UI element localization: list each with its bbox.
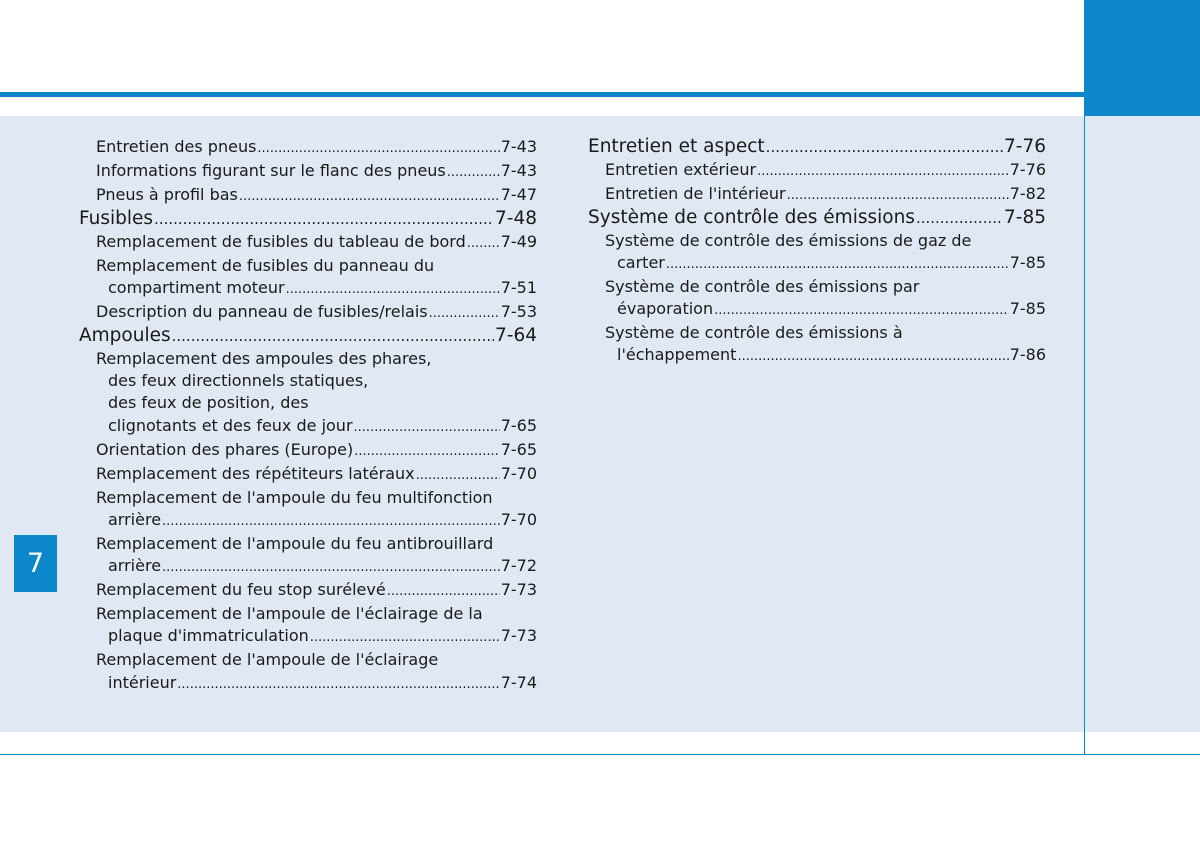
toc-entry-title: compartiment moteur	[108, 278, 285, 298]
toc-entry	[588, 344, 1046, 368]
dot-leader	[757, 161, 1009, 183]
dot-leader	[737, 346, 1008, 368]
toc-page-number: 7-74	[500, 672, 537, 692]
dot-leader	[354, 441, 500, 463]
toc-page-number: 7-49	[500, 232, 537, 252]
toc-entry	[79, 487, 537, 509]
toc-entry-title: carter	[617, 252, 665, 272]
corner-accent-block	[1084, 0, 1200, 116]
toc-entry-title: Remplacement de l'ampoule du feu multifonction	[96, 487, 493, 507]
dot-leader	[429, 303, 500, 325]
toc-page-number: 7-73	[500, 580, 537, 600]
side-margin-panel	[1085, 116, 1200, 732]
toc-entry	[79, 603, 537, 625]
toc-section-entry	[588, 207, 1046, 230]
toc-page-number: 7-47	[500, 185, 537, 205]
toc-page-number: 7-73	[500, 626, 537, 646]
toc-section-entry	[588, 136, 1046, 159]
toc-entry-title: arrière	[108, 509, 162, 529]
toc-left-column	[79, 136, 537, 696]
toc-section-entry	[79, 208, 537, 231]
toc-entry	[79, 415, 537, 439]
toc-page-number: 7-48	[495, 208, 537, 230]
toc-entry-title: intérieur	[108, 672, 177, 692]
toc-entry	[79, 231, 537, 255]
toc-entry	[79, 136, 537, 160]
margin-rule	[1084, 97, 1085, 755]
toc-entry-title: Remplacement de l'ampoule de l'éclairage de la	[96, 604, 483, 624]
dot-leader	[467, 233, 500, 255]
toc-entry-title: Système de contrôle des émissions par	[605, 276, 920, 296]
toc-entry-title: plaque d'immatriculation	[108, 626, 309, 646]
toc-entry	[588, 183, 1046, 207]
dot-leader	[714, 300, 1009, 322]
toc-page-number: 7-85	[1004, 206, 1046, 228]
dot-leader	[154, 208, 494, 231]
toc-page-number: 7-65	[500, 439, 537, 459]
toc-entry-title: Remplacement des répétiteurs latéraux	[96, 463, 415, 483]
toc-page-number: 7-76	[1004, 136, 1046, 157]
toc-entry	[79, 301, 537, 325]
header-rule	[0, 92, 1084, 97]
toc-section-entry	[79, 325, 537, 348]
toc-entry-title: Entretien de l'intérieur	[605, 183, 786, 203]
toc-entry	[79, 184, 537, 208]
toc-page-number: 7-64	[495, 325, 537, 347]
toc-page-number: 7-72	[500, 556, 537, 576]
toc-page-number: 7-51	[500, 278, 537, 298]
dot-leader	[447, 162, 500, 184]
toc-entry	[79, 533, 537, 555]
dot-leader	[766, 136, 1003, 159]
toc-entry-title: des feux de position, des	[108, 393, 309, 413]
toc-page-number: 7-70	[500, 509, 537, 529]
dot-leader	[354, 417, 500, 439]
toc-entry-title: Système de contrôle des émissions de gaz de	[605, 230, 972, 250]
toc-page-number: 7-85	[1009, 299, 1046, 319]
dot-leader	[239, 186, 500, 208]
toc-entry	[79, 555, 537, 579]
toc-entry	[79, 509, 537, 533]
toc-entry-title: Informations figurant sur le flanc des pneus	[96, 161, 446, 181]
toc-entry	[79, 649, 537, 671]
dot-leader	[162, 557, 500, 579]
toc-page-number: 7-65	[500, 415, 537, 435]
toc-entry-title: Système de contrôle des émissions à	[605, 323, 903, 343]
toc-entry	[79, 277, 537, 301]
toc-entry-title: Remplacement de fusibles du tableau de bord	[96, 232, 466, 252]
toc-entry-title: évaporation	[617, 299, 714, 319]
toc-entry-title: Remplacement du feu stop surélevé	[96, 580, 386, 600]
toc-entry-title: des feux directionnels statiques,	[108, 371, 369, 391]
toc-entry	[79, 625, 537, 649]
toc-entry-title: Remplacement de l'ampoule du feu antibrouillard	[96, 534, 494, 553]
toc-entry-title: Entretien des pneus	[96, 137, 257, 156]
toc-entry	[588, 159, 1046, 183]
chapter-tab: 7	[14, 535, 57, 592]
toc-entry-title: Entretien et aspect	[588, 136, 765, 157]
toc-entry-title: Remplacement de l'ampoule de l'éclairage	[96, 650, 439, 670]
toc-entry-title: Description du panneau de fusibles/relais	[96, 302, 428, 322]
toc-entry-title: l'échappement	[617, 345, 737, 365]
toc-entry-title: arrière	[108, 556, 162, 576]
toc-entry-title: Système de contrôle des émissions	[588, 206, 915, 228]
toc-entry-title: Ampoules	[79, 325, 171, 347]
toc-entry	[79, 255, 537, 277]
toc-page-number: 7-43	[500, 161, 537, 181]
toc-entry	[79, 439, 537, 463]
toc-page-number: 7-43	[500, 137, 537, 156]
toc-page-number: 7-53	[500, 302, 537, 322]
toc-entry	[79, 348, 537, 370]
toc-entry	[79, 370, 537, 392]
toc-page-number: 7-70	[500, 463, 537, 483]
dot-leader	[416, 465, 500, 487]
toc-entry-title: Remplacement des ampoules des phares,	[96, 349, 432, 369]
toc-entry	[79, 463, 537, 487]
toc-entry	[79, 579, 537, 603]
toc-entry-title: Pneus à profil bas	[96, 185, 238, 205]
dot-leader	[787, 185, 1009, 207]
dot-leader	[257, 138, 499, 160]
toc-entry	[588, 276, 1046, 298]
toc-entry-title: Remplacement de fusibles du panneau du	[96, 256, 435, 276]
dot-leader	[286, 279, 500, 301]
dot-leader	[162, 511, 500, 533]
dot-leader	[666, 254, 1009, 276]
toc-page-number: 7-86	[1009, 345, 1046, 365]
toc-entry-title: clignotants et des feux de jour	[108, 415, 353, 435]
toc-entry-title: Fusibles	[79, 208, 154, 230]
footer-rule	[0, 754, 1200, 755]
dot-leader	[916, 207, 1003, 230]
toc-page-number: 7-76	[1009, 159, 1046, 179]
toc-entry	[588, 298, 1046, 322]
dot-leader	[310, 627, 500, 649]
dot-leader	[387, 581, 500, 603]
toc-entry-title: Orientation des phares (Europe)	[96, 439, 354, 459]
toc-right-column	[588, 136, 1046, 368]
toc-entry	[588, 230, 1046, 252]
toc-entry	[79, 160, 537, 184]
toc-entry	[79, 392, 537, 414]
dot-leader	[177, 674, 499, 696]
toc-entry	[79, 672, 537, 696]
toc-entry-title: Entretien extérieur	[605, 159, 757, 179]
toc-entry	[588, 252, 1046, 276]
dot-leader	[172, 325, 494, 348]
toc-entry	[588, 322, 1046, 344]
toc-page-number: 7-85	[1009, 252, 1046, 272]
toc-page-number: 7-82	[1009, 183, 1046, 203]
